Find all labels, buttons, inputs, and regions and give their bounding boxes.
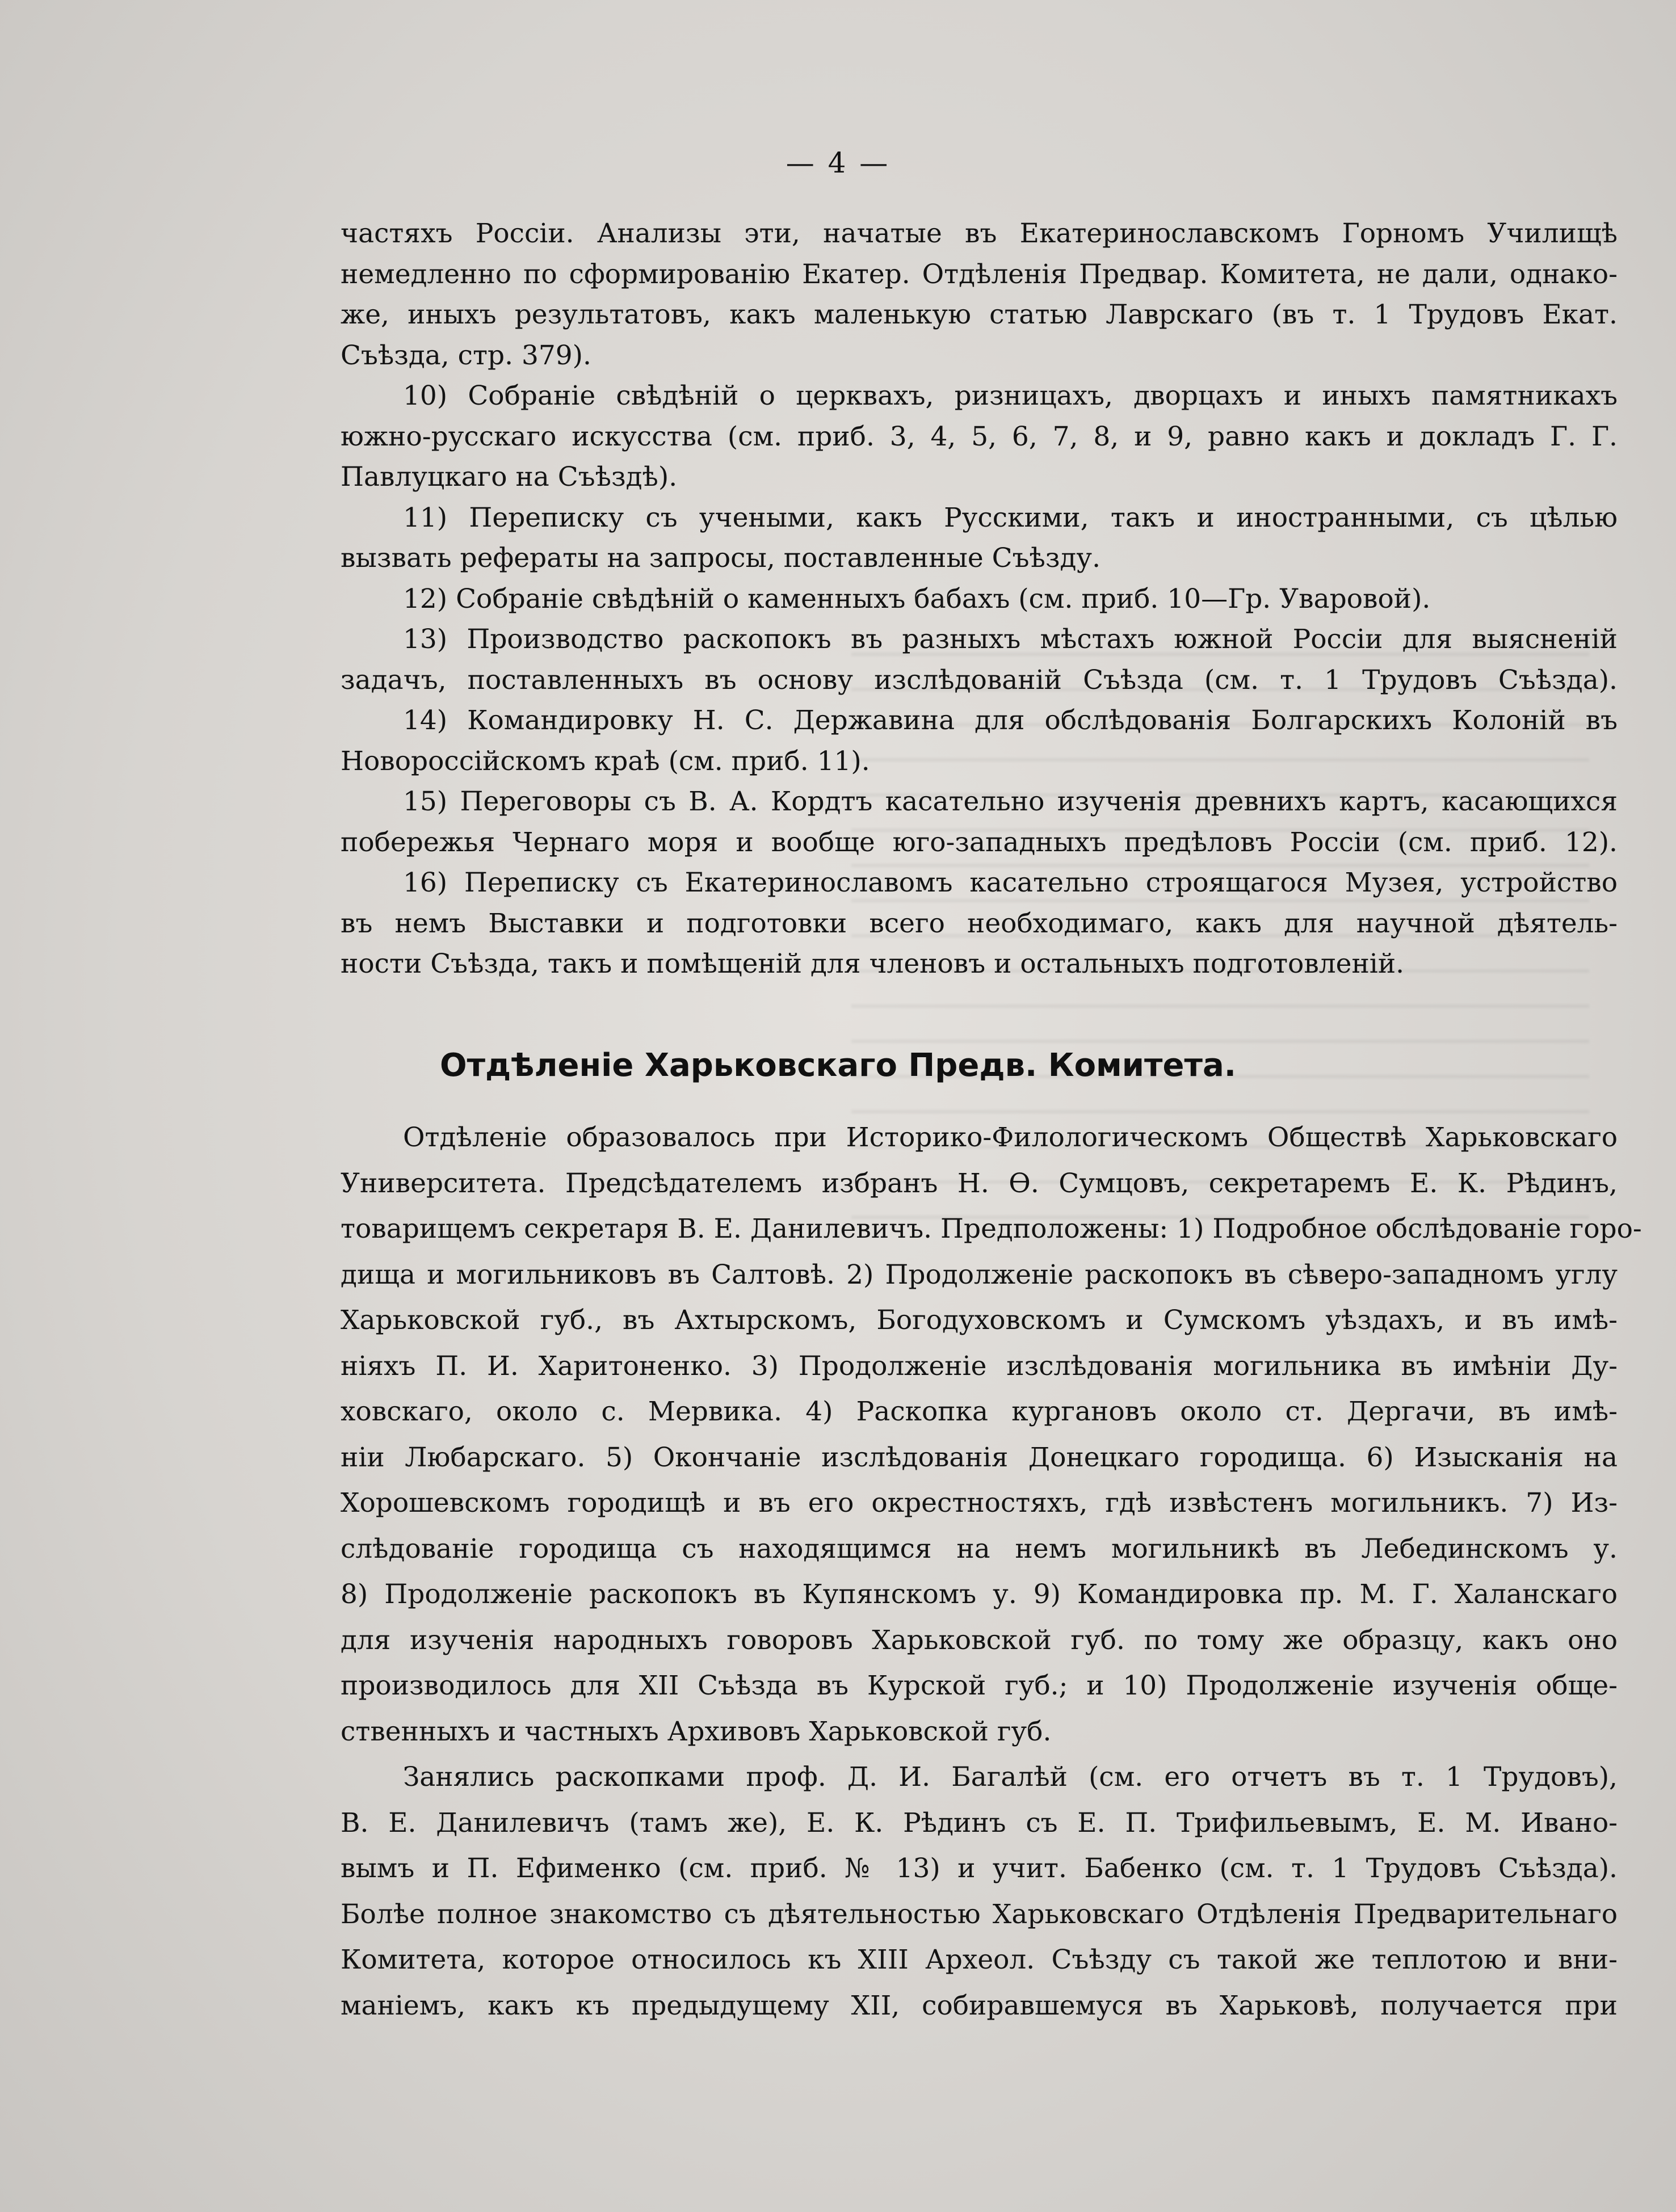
text-line: ніи Любарскаго. 5) Окончаніе изслѣдованія Донецкаго городища. 6) Изысканія на [341, 1441, 1618, 1473]
text-line: маніемъ, какъ къ предыдущему XII, собиравшемуся въ Харьковѣ, получается при [341, 1990, 1618, 2021]
text-line: ности Съѣзда, такъ и помѣщеній для членовъ и остальныхъ подготовленій. [341, 948, 1405, 979]
section-list-of-activities [341, 211, 1618, 983]
text-line: Университета. Предсѣдателемъ избранъ Н. Ѳ. Сумцовъ, секретаремъ Е. К. Рѣдинъ, [341, 1167, 1618, 1199]
text-line: 13) Производство раскопокъ въ разныхъ мѣстахъ южной Россіи для выясненій [403, 624, 1618, 655]
text-line: производилось для XII Съѣзда въ Курской губ.; и 10) Продолженіе изученія обще- [341, 1670, 1618, 1701]
text-line: 12) Собраніе свѣдѣній о каменныхъ бабахъ (см. приб. 10—Гр. Уваровой). [403, 583, 1431, 615]
text-line: 14) Командировку Н. С. Державина для обслѣдованія Болгарскихъ Колоній въ [403, 705, 1618, 736]
text-line: побережья Чернаго моря и вообще юго-западныхъ предѣловъ Россіи (см. приб. 12). [341, 826, 1618, 858]
text-line: ніяхъ П. И. Харитоненко. 3) Продолженіе изслѣдованія могильника въ имѣніи Ду- [341, 1350, 1618, 1382]
text-line: 11) Переписку съ учеными, какъ Русскими, такъ и иностранными, съ цѣлью [403, 502, 1618, 533]
text-line: вымъ и П. Ефименко (см. приб. № 13) и учит. Бабенко (см. т. 1 Трудовъ Съѣзда). [341, 1853, 1618, 1884]
text-line: 8) Продолженіе раскопокъ въ Купянскомъ у. 9) Командировка пр. М. Г. Халанскаго [341, 1579, 1618, 1610]
text-line: Харьковской губ., въ Ахтырскомъ, Богодуховскомъ и Сумскомъ уѣздахъ, и въ имѣ- [341, 1305, 1618, 1336]
text-line: 10) Собраніе свѣдѣній о церквахъ, ризницахъ, дворцахъ и иныхъ памятникахъ [403, 380, 1618, 411]
text-line: Хорошевскомъ городищѣ и въ его окрестностяхъ, гдѣ извѣстенъ могильникъ. 7) Из- [341, 1487, 1618, 1519]
text-line: же, иныхъ результатовъ, какъ маленькую статью Лаврскаго (въ т. 1 Трудовъ Екат. [341, 299, 1618, 330]
text-line: товарищемъ секретаря В. Е. Данилевичъ. Предположены: 1) Подробное обслѣдованіе горо- [341, 1213, 1642, 1244]
section-kharkov-department [341, 1115, 1642, 2029]
text-line: слѣдованіе городища съ находящимся на немъ могильникѣ въ Лебединскомъ у. [341, 1533, 1618, 1565]
text-line: Болѣе полное знакомство съ дѣятельностью Харьковскаго Отдѣленія Предварительнаго [341, 1898, 1618, 1930]
text-line: вызвать рефераты на запросы, поставленные Съѣзду. [341, 543, 1101, 574]
text-line: немедленно по сформированію Екатер. Отдѣленія Предвар. Комитета, не дали, однако- [341, 258, 1618, 290]
section-heading: Отдѣленіе Харьковскаго Предв. Комитета. [439, 1047, 1237, 1084]
text-line: Отдѣленіе образовалось при Историко-Филологическомъ Обществѣ Харьковскаго [403, 1122, 1618, 1153]
text-line: Комитета, которое относилось къ XIII Археол. Съѣзду съ такой же теплотою и вни- [341, 1944, 1618, 1975]
text-line: въ немъ Выставки и подготовки всего необходимаго, какъ для научной дѣятель- [341, 907, 1618, 939]
page-number: — 4 — [786, 146, 890, 179]
text-line: Съѣзда, стр. 379). [341, 339, 591, 371]
text-line: южно-русскаго искусства (см. приб. 3, 4, 5, 6, 7, 8, и 9, равно какъ и докладъ Г. Г. [341, 420, 1618, 452]
text-line: В. Е. Данилевичъ (тамъ же), Е. К. Рѣдинъ съ Е. П. Трифильевымъ, Е. М. Ивано- [341, 1807, 1618, 1839]
text-line: 15) Переговоры съ В. А. Кордтъ касательно изученія древнихъ картъ, касающихся [403, 786, 1618, 817]
text-line: дища и могильниковъ въ Салтовѣ. 2) Продолженіе раскопокъ въ сѣверо-западномъ углу [341, 1259, 1618, 1290]
text-line: ственныхъ и частныхъ Архивовъ Харьковской губ. [341, 1715, 1052, 1747]
text-line: Занялись раскопками проф. Д. И. Багалѣй (см. его отчетъ въ т. 1 Трудовъ), [403, 1761, 1618, 1793]
text-line: задачъ, поставленныхъ въ основу изслѣдованій Съѣзда (см. т. 1 Трудовъ Съѣзда). [341, 664, 1618, 696]
text-line: для изученія народныхъ говоровъ Харьковской губ. по тому же образцу, какъ оно [341, 1624, 1618, 1656]
text-line: Павлуцкаго на Съѣздѣ). [341, 461, 678, 493]
text-line: Новороссійскомъ краѣ (см. приб. 11). [341, 745, 870, 777]
text-line: 16) Переписку съ Екатеринославомъ касательно строящагося Музея, устройство [403, 867, 1618, 898]
text-line: ховскаго, около с. Мервика. 4) Раскопка кургановъ около ст. Дергачи, въ имѣ- [341, 1396, 1618, 1427]
text-line: частяхъ Россіи. Анализы эти, начатые въ Екатеринославскомъ Горномъ Училищѣ [341, 218, 1618, 249]
